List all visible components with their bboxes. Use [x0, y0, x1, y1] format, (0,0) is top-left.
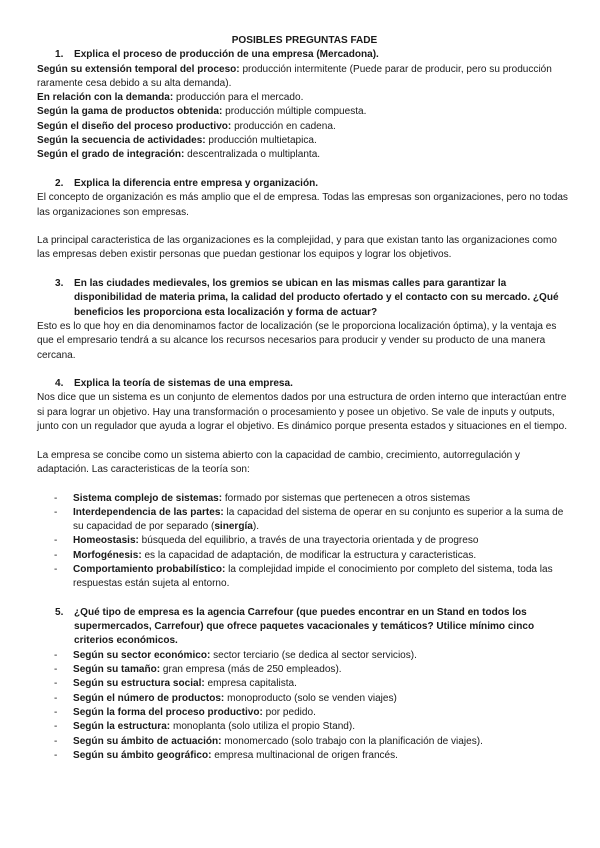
question-number: 2. — [55, 177, 64, 189]
q1-line: Según la secuencia de actividades: producción multietapica. — [37, 135, 317, 147]
spacer — [37, 220, 572, 234]
dash-bullet: - — [54, 664, 58, 676]
q2-paragraph-2: La principal caracteristica de las organizaciones es la complejidad, y para que existan tanto las organizaciones como las empresas deben existir personas que puedan gestionar los equipos y lograr los objetivos. — [37, 235, 557, 261]
q3-paragraph-1: Esto es lo que hoy en dia denominamos factor de localización (se le proporciona localización óptima), y la ventaja es que el empresario tendrá a su alcance los recursos necesarios para producir y vender su producto de una manera cercana. — [37, 320, 557, 361]
dash-bullet: - — [54, 563, 58, 575]
question-text: En las ciudades medievales, los gremios se ubican en las mismas calles para garantizar la disponibilidad de materia prima, la calidad del producto ofertado y el contacto con su mercado. ¿Qué beneficios les proporciona esta localización y forma de actuar? — [74, 278, 559, 318]
question-2-heading — [37, 177, 572, 191]
dash-bullet: - — [54, 749, 58, 761]
q1-line: Según la gama de productos obtenida: producción múltiple compuesta. — [37, 106, 367, 118]
list-item: - Según su sector económico: sector terciario (se dedica al sector servicios). — [37, 649, 572, 663]
q4-paragraph-1: Nos dice que un sistema es un conjunto de elementos dados por una estructura de orden interno que interactúan entre si para lograr un objetivo. Hay una transformación o procesamiento y posee un objetivo. Se vale de inputs y outputs, junto con un regulador que ayuda a lograr el objetivo. Es dinámico porque presenta estados y situaciones en el tiempo. — [37, 392, 568, 433]
list-item: - Sistema complejo de sistemas: formado por sistemas que pertenecen a otros sistemas — [37, 492, 572, 506]
list-item: - Según su tamaño: gran empresa (más de 250 empleados). — [37, 663, 572, 677]
document-title: POSIBLES PREGUNTAS FADE — [231, 35, 378, 46]
q4-paragraph-2: La empresa se concibe como un sistema abierto con la capacidad de cambio, crecimiento, autorregulación y adaptación. Las caracteristicas de la teoría son: — [37, 449, 521, 475]
list-item: - Según el número de productos: monoproducto (solo se venden viajes) — [37, 692, 572, 706]
dash-bullet: - — [54, 678, 58, 690]
spacer — [37, 592, 572, 606]
q5-criteria-list — [37, 649, 572, 763]
question-number: 4. — [55, 378, 64, 390]
q1-line: Según el grado de integración: descentralizada o multiplanta. — [37, 149, 321, 161]
dash-bullet: - — [54, 721, 58, 733]
question-number: 1. — [55, 49, 64, 61]
dash-bullet: - — [54, 549, 58, 561]
question-3-heading — [37, 277, 572, 320]
list-item: - Según su estructura social: empresa capitalista. — [37, 677, 572, 691]
dash-bullet: - — [54, 506, 58, 518]
spacer — [37, 263, 572, 277]
list-item: - Según la forma del proceso productivo: por pedido. — [37, 706, 572, 720]
q1-line: En relación con la demanda: producción para el mercado. — [37, 92, 304, 104]
q1-line: Según el diseño del proceso productivo: producción en cadena. — [37, 120, 336, 132]
list-item: - Homeostasis: búsqueda del equilibrio, a través de una trayectoria orientada y de progreso — [37, 534, 572, 548]
dash-bullet: - — [54, 492, 58, 504]
question-4-heading — [37, 377, 572, 391]
spacer — [37, 363, 572, 377]
dash-bullet: - — [54, 535, 58, 547]
question-1-heading — [37, 48, 572, 62]
question-text: ¿Qué tipo de empresa es la agencia Carrefour (que puedes encontrar en un Stand en todos los supermercados, Carrefour) que ofrece paquetes vacacionales y temáticos? Utilice mínimo cinco criterios económicos. — [74, 606, 535, 647]
question-5-heading — [37, 606, 572, 649]
question-text: Explica la teoría de sistemas de una empresa. — [74, 378, 293, 390]
question-number: 3. — [55, 278, 64, 290]
spacer — [37, 477, 572, 491]
list-item: - Interdependencia de las partes: la capacidad del sistema de operar en su conjunto es superior a la suma de su capacidad de por separado (sinergía). — [54, 506, 564, 533]
list-item: - Según su ámbito de actuación: monomercado (solo trabajo con la planificación de viajes). — [37, 735, 572, 749]
q4-characteristics-list — [37, 492, 572, 592]
list-item: - Comportamiento probabilístico: la complejidad impide el conocimiento por completo del sistema, toda las respuestas están sujeta al entorno. — [54, 563, 553, 590]
dash-bullet: - — [54, 649, 58, 661]
spacer — [37, 434, 572, 448]
list-item: - Morfogénesis: es la capacidad de adaptación, de modificar la estructura y caracteristicas. — [37, 549, 572, 563]
q2-paragraph-1: El concepto de organización es más amplio que el de empresa. Todas las empresas son organizaciones, pero no todas las organizaciones son empresas. — [37, 192, 568, 218]
question-text: Explica la diferencia entre empresa y organización. — [74, 177, 319, 189]
question-number: 5. — [55, 606, 64, 618]
dash-bullet: - — [54, 692, 58, 704]
dash-bullet: - — [54, 706, 58, 718]
q1-line: Según su extensión temporal del proceso: producción intermitente (Puede parar de producir, pero su producción raramente cesa debido a su alta demanda). — [37, 63, 552, 89]
spacer — [37, 163, 572, 177]
list-item: - Según su ámbito geográfico: empresa multinacional de origen francés. — [37, 749, 572, 763]
question-text: Explica el proceso de producción de una empresa (Mercadona). — [74, 49, 379, 61]
list-item: - Según la estructura: monoplanta (solo utiliza el propio Stand). — [37, 720, 572, 734]
dash-bullet: - — [54, 735, 58, 747]
